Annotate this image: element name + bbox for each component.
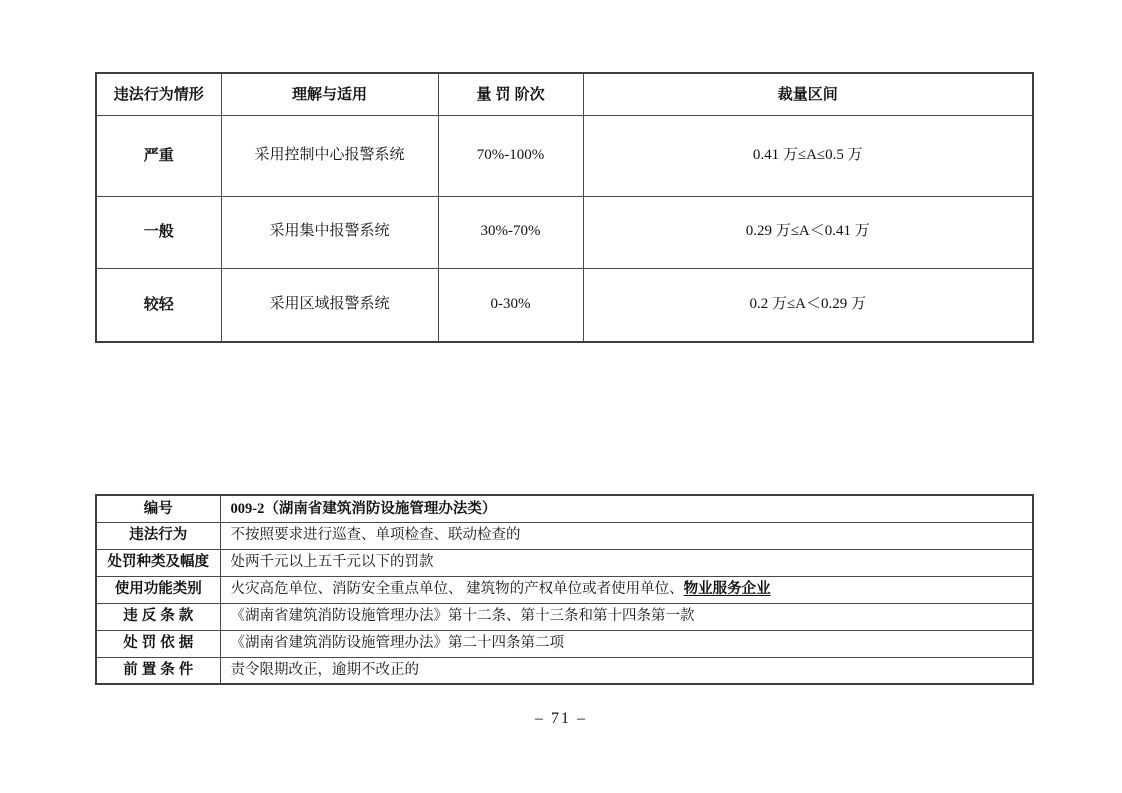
violation-info-table xyxy=(95,494,1034,685)
cell-situation: 严重 xyxy=(96,115,221,196)
cell-range: 0.2 万≤A＜0.29 万 xyxy=(583,268,1033,342)
table-row-severe xyxy=(96,115,1033,196)
cell-stage: 30%-70% xyxy=(438,196,583,268)
info-row-violation xyxy=(96,522,1033,549)
cell-application: 采用集中报警系统 xyxy=(221,196,438,268)
cell-stage: 0-30% xyxy=(438,268,583,342)
info-value-precondition: 责令限期改正，逾期不改正的 xyxy=(220,657,1033,684)
info-value-penalty-type: 处两千元以上五千元以下的罚款 xyxy=(220,549,1033,576)
info-row-penalty-type xyxy=(96,549,1033,576)
info-label-violated-clause: 违 反 条 款 xyxy=(96,603,220,630)
info-label-violation: 违法行为 xyxy=(96,522,220,549)
function-category-text: 火灾高危单位、消防安全重点单位、 建筑物的产权单位或者使用单位、 xyxy=(230,581,684,598)
function-category-emphasis: 物业服务企业 xyxy=(683,581,771,598)
cell-stage: 70%-100% xyxy=(438,115,583,196)
info-value-violation: 不按照要求进行巡查、单项检查、联动检查的 xyxy=(220,522,1033,549)
info-row-precondition xyxy=(96,657,1033,684)
cell-situation: 较轻 xyxy=(96,268,221,342)
cell-range: 0.41 万≤A≤0.5 万 xyxy=(583,115,1033,196)
info-label-function-category: 使用功能类别 xyxy=(96,576,220,603)
info-value-penalty-basis: 《湖南省建筑消防设施管理办法》第二十四条第二项 xyxy=(220,630,1033,657)
info-label-precondition: 前 置 条 件 xyxy=(96,657,220,684)
cell-range: 0.29 万≤A＜0.41 万 xyxy=(583,196,1033,268)
col-header-understanding-application: 理解与适用 xyxy=(221,73,438,115)
col-header-penalty-stage: 量 罚 阶次 xyxy=(438,73,583,115)
info-label-penalty-basis: 处 罚 依 据 xyxy=(96,630,220,657)
info-row-function-category xyxy=(96,576,1033,603)
table-row-general xyxy=(96,196,1033,268)
page-number: – 71 – xyxy=(535,710,587,727)
penalty-table-header-row xyxy=(96,73,1033,115)
cell-application: 采用控制中心报警系统 xyxy=(221,115,438,196)
info-row-violated-clause xyxy=(96,603,1033,630)
info-value-number: 009-2（湖南省建筑消防设施管理办法类） xyxy=(220,495,1033,522)
col-header-violation-situation: 违法行为情形 xyxy=(96,73,221,115)
cell-situation: 一般 xyxy=(96,196,221,268)
info-row-penalty-basis xyxy=(96,630,1033,657)
table-row-lighter xyxy=(96,268,1033,342)
col-header-discretion-range: 裁量区间 xyxy=(583,73,1033,115)
penalty-tier-table xyxy=(95,72,1034,343)
info-value-violated-clause: 《湖南省建筑消防设施管理办法》第十二条、第十三条和第十四条第一款 xyxy=(220,603,1033,630)
info-value-function-category xyxy=(220,576,1033,603)
cell-application: 采用区域报警系统 xyxy=(221,268,438,342)
info-row-number xyxy=(96,495,1033,522)
info-label-penalty-type: 处罚种类及幅度 xyxy=(96,549,220,576)
info-label-number: 编号 xyxy=(96,495,220,522)
